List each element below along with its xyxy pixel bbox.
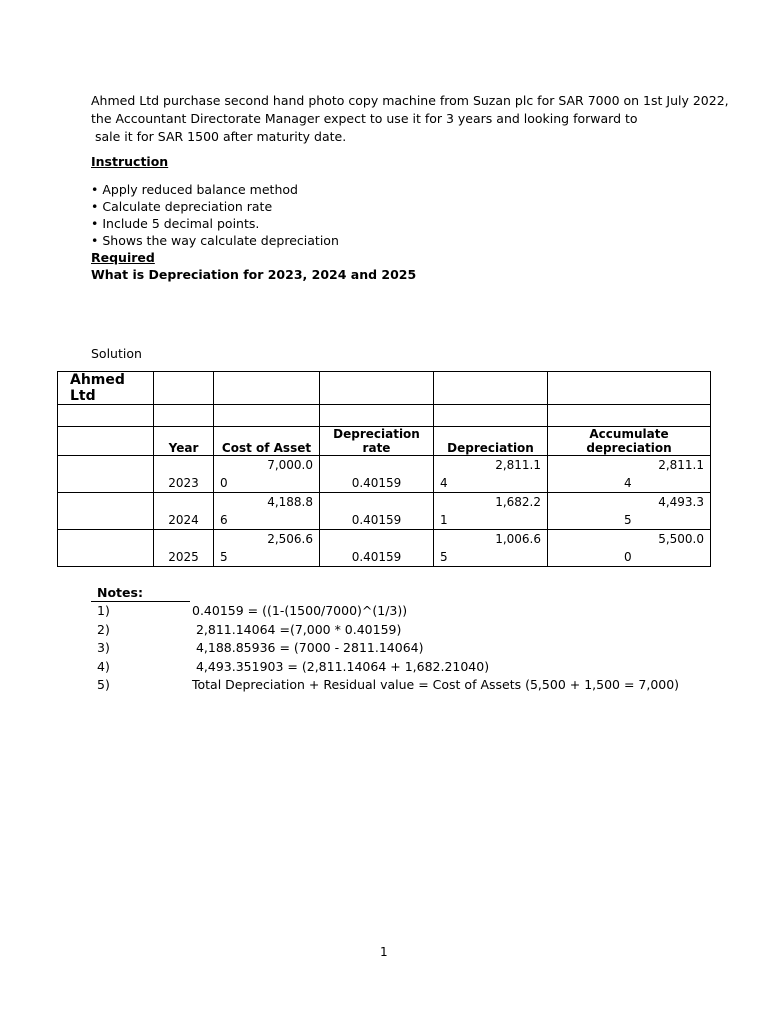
intro-line-1: Ahmed Ltd purchase second hand photo copy machine from Suzan plc for SAR 7000 on 1st July 2022,: [91, 93, 729, 108]
table-row: [58, 493, 711, 530]
empty-cell: [214, 405, 320, 427]
note-text: 4,493.351903 = (2,811.14064 + 1,682.21040): [192, 658, 490, 674]
note-number: 1): [97, 603, 110, 618]
empty-cell: [58, 405, 154, 427]
note-text: 2,811.14064 =(7,000 * 0.40159): [192, 621, 402, 637]
empty-cell: [434, 372, 548, 405]
cost-value-top: 2,506.6: [267, 532, 313, 546]
instruction-item: • Shows the way calculate depreciation: [91, 233, 339, 248]
instruction-item: • Calculate depreciation rate: [91, 199, 273, 214]
note-text: Total Depreciation + Residual value = Cost of Assets (5,500 + 1,500 = 7,000): [192, 677, 680, 692]
instruction-item: • Apply reduced balance method: [91, 182, 298, 197]
intro-line-2: the Accountant Directorate Manager expect to use it for 3 years and looking forward to: [91, 111, 638, 126]
empty-cell: [320, 405, 434, 427]
depreciation-table: [57, 371, 711, 567]
depreciation-value-top: 1,006.6: [495, 532, 541, 546]
accumulated-value-bottom: 0: [624, 550, 632, 564]
cost-value-top: 4,188.8: [267, 495, 313, 509]
rate-cell: 0.40159: [320, 530, 434, 567]
required-heading: Required: [91, 250, 155, 265]
note-item: [91, 621, 402, 640]
rate-cell: 0.40159: [320, 493, 434, 530]
header-accumulated: Accumulate depreciation: [548, 427, 711, 456]
instruction-heading: Instruction: [91, 154, 169, 169]
accumulated-value-bottom: 4: [624, 476, 632, 490]
cost-cell: [214, 493, 320, 530]
cost-value-top: 7,000.0: [267, 458, 313, 472]
instruction-item: • Include 5 decimal points.: [91, 216, 260, 231]
note-text: 0.40159 = ((1-(1500/7000)^(1/3)): [192, 603, 408, 618]
note-item: [91, 639, 424, 658]
empty-cell: [214, 372, 320, 405]
notes-section: [91, 585, 680, 695]
empty-cell: [58, 493, 154, 530]
accumulated-cell: [548, 456, 711, 493]
empty-cell: [434, 405, 548, 427]
empty-cell: [320, 372, 434, 405]
rate-cell: 0.40159: [320, 456, 434, 493]
notes-heading: Notes:: [91, 585, 190, 602]
year-cell: 2023: [154, 456, 214, 493]
depreciation-cell: [434, 493, 548, 530]
depreciation-cell: [434, 456, 548, 493]
empty-cell: [58, 427, 154, 456]
table-row: [58, 530, 711, 567]
depreciation-value-top: 1,682.2: [495, 495, 541, 509]
empty-cell: [58, 456, 154, 493]
required-question: What is Depreciation for 2023, 2024 and 2025: [91, 267, 417, 282]
header-year: Year: [154, 427, 214, 456]
empty-cell: [548, 405, 711, 427]
cost-cell: [214, 530, 320, 567]
note-number: 4): [97, 658, 110, 674]
note-item: [91, 676, 680, 695]
note-item: [91, 658, 490, 677]
header-depreciation: Depreciation: [434, 427, 548, 456]
table-header-row: [58, 427, 711, 456]
note-number: 2): [97, 621, 110, 637]
header-cost: Cost of Asset: [214, 427, 320, 456]
note-item: [91, 602, 408, 621]
solution-label: Solution: [91, 346, 142, 361]
empty-cell: [154, 405, 214, 427]
accumulated-cell: [548, 493, 711, 530]
accumulated-value-top: 5,500.0: [658, 532, 704, 546]
header-rate: Depreciation rate: [320, 427, 434, 456]
empty-cell: [548, 372, 711, 405]
note-number: 3): [97, 640, 110, 655]
cost-cell: [214, 456, 320, 493]
note-text: 4,188.85936 = (7000 - 2811.14064): [192, 640, 424, 655]
empty-cell: [58, 530, 154, 567]
company-name: Ahmed Ltd: [58, 372, 154, 405]
accumulated-value-top: 2,811.1: [658, 458, 704, 472]
cost-value-bottom: 5: [220, 550, 228, 564]
table-row: [58, 456, 711, 493]
cost-value-bottom: 6: [220, 513, 228, 527]
empty-cell: [154, 372, 214, 405]
note-number: 5): [97, 677, 110, 692]
depreciation-value-bottom: 1: [440, 513, 448, 527]
accumulated-value-top: 4,493.3: [658, 495, 704, 509]
year-cell: 2025: [154, 530, 214, 567]
depreciation-value-bottom: 5: [440, 550, 448, 564]
accumulated-value-bottom: 5: [624, 513, 632, 527]
depreciation-value-bottom: 4: [440, 476, 448, 490]
accumulated-cell: [548, 530, 711, 567]
depreciation-cell: [434, 530, 548, 567]
cost-value-bottom: 0: [220, 476, 228, 490]
year-cell: 2024: [154, 493, 214, 530]
page-number: 1: [380, 945, 388, 959]
intro-line-3: sale it for SAR 1500 after maturity date.: [91, 129, 347, 144]
depreciation-value-top: 2,811.1: [495, 458, 541, 472]
